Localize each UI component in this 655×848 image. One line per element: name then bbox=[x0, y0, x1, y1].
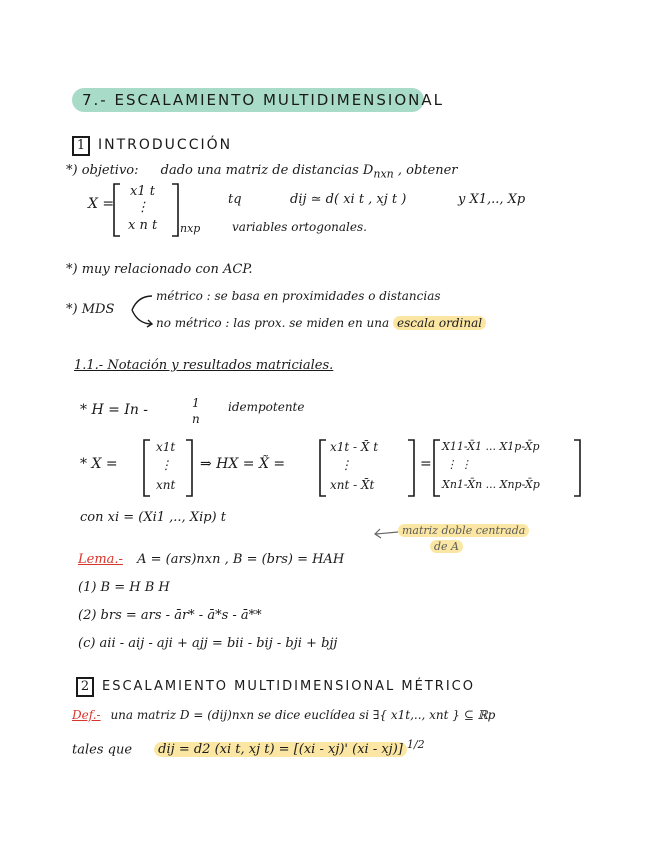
entries-row3: Xn1-X̄n ... Xnp-X̄p bbox=[442, 478, 540, 491]
x-col-rown: xnt bbox=[156, 478, 176, 492]
tq-label: tq bbox=[228, 192, 242, 207]
x-label: X = bbox=[88, 196, 115, 212]
lema-label: Lema.- bbox=[78, 552, 123, 567]
section-2-heading bbox=[76, 677, 475, 697]
annotation-highlight-2: de A bbox=[430, 540, 463, 553]
page-title: 7.- ESCALAMIENTO MULTIDIMENSIONAL bbox=[82, 91, 444, 109]
section-2-number: 2 bbox=[76, 677, 94, 697]
annotation-arrow bbox=[372, 526, 400, 540]
centered-arrow: ⇒ HX = X̃ = bbox=[200, 456, 286, 472]
x-dims: nxp bbox=[180, 222, 201, 235]
section-2-title: ESCALAMIENTO MULTIDIMENSIONAL MÉTRICO bbox=[102, 679, 475, 694]
annotation-line2 bbox=[430, 540, 463, 553]
annotation-line1 bbox=[398, 524, 529, 537]
fraction-denominator: n bbox=[192, 412, 200, 426]
centered-row1: x1t - X̄ t bbox=[330, 440, 379, 454]
mds-branch-arrows bbox=[130, 290, 156, 330]
mds-nonmetric bbox=[156, 316, 486, 330]
x-dots: ⋮ bbox=[136, 200, 149, 215]
definition-line bbox=[72, 708, 495, 722]
objective-label: *) objetivo: bbox=[66, 163, 139, 178]
entries-row1: X11-X̄1 ... X1p-X̄p bbox=[442, 440, 540, 453]
section-title: INTRODUCCIÓN bbox=[98, 137, 233, 153]
mds-label: *) MDS bbox=[66, 302, 115, 317]
ordinal-scale-highlight: escala ordinal bbox=[393, 316, 486, 330]
lema-item-3: (c) aii - aij - aji + ajj = bii - bij - bji + bjj bbox=[78, 636, 338, 651]
tales-line bbox=[72, 738, 425, 757]
annotation-highlight-1: matriz doble centrada bbox=[398, 524, 529, 537]
lema-text: A = (ars)nxn , B = (brs) = HAH bbox=[137, 552, 345, 567]
x-row-1: x1 t bbox=[130, 184, 155, 199]
x-row-n: x n t bbox=[128, 218, 158, 233]
x-col-row1: x1t bbox=[156, 440, 176, 454]
lema-item-1: (1) B = H B H bbox=[78, 580, 170, 595]
formula-exponent: 1/2 bbox=[406, 738, 425, 751]
distance-approx: dij ≃ d( xi t , xj t ) bbox=[290, 192, 407, 207]
acp-note: *) muy relacionado con ACP. bbox=[66, 262, 253, 277]
section-1-heading bbox=[72, 136, 232, 156]
subsection-heading: 1.1.- Notación y resultados matriciales. bbox=[74, 358, 334, 373]
centered-dots: ⋮ bbox=[340, 458, 352, 472]
lema-line bbox=[78, 552, 344, 567]
mds-metric: métrico : se basa en proximidades o distancias bbox=[156, 289, 441, 303]
h-definition: * H = In - bbox=[80, 402, 149, 418]
x-star-label: * X = bbox=[80, 456, 118, 472]
centered-rown: xnt - X̄t bbox=[330, 478, 375, 492]
definition-text: una matriz D = (dij)nxn se dice euclídea si ∃{ x1t,.., xnt } ⊆ ℝp bbox=[110, 708, 496, 722]
variables-list: y X1,.., Xp bbox=[458, 192, 526, 207]
definition-label: Def.- bbox=[72, 708, 101, 722]
x-col-dots: ⋮ bbox=[160, 458, 172, 472]
fraction-numerator: 1 bbox=[192, 396, 200, 410]
lema-item-2: (2) brs = ars - ār* - ā*s - ā** bbox=[78, 608, 262, 623]
idempotent-note: idempotente bbox=[228, 400, 305, 414]
tales-que: tales que bbox=[72, 742, 133, 758]
section-number: 1 bbox=[72, 136, 90, 156]
objective-line bbox=[66, 163, 458, 181]
nonmetric-text: no métrico : las prox. se miden en una bbox=[156, 316, 390, 330]
objective-text: dado una matriz de distancias D bbox=[160, 163, 374, 178]
orthogonal-note: variables ortogonales. bbox=[232, 220, 367, 234]
equals-sign: = bbox=[420, 456, 432, 472]
entries-row2: ⋮ ⋮ bbox=[446, 458, 472, 471]
objective-sub: nxn bbox=[373, 167, 394, 181]
objective-tail: , obtener bbox=[397, 163, 458, 178]
xi-definition: con xi = (Xi1 ,.., Xip) t bbox=[80, 510, 226, 525]
euclidean-formula: dij = d2 (xi t, xj t) = [(xi - xj)' (xi - xj)] bbox=[154, 742, 407, 757]
